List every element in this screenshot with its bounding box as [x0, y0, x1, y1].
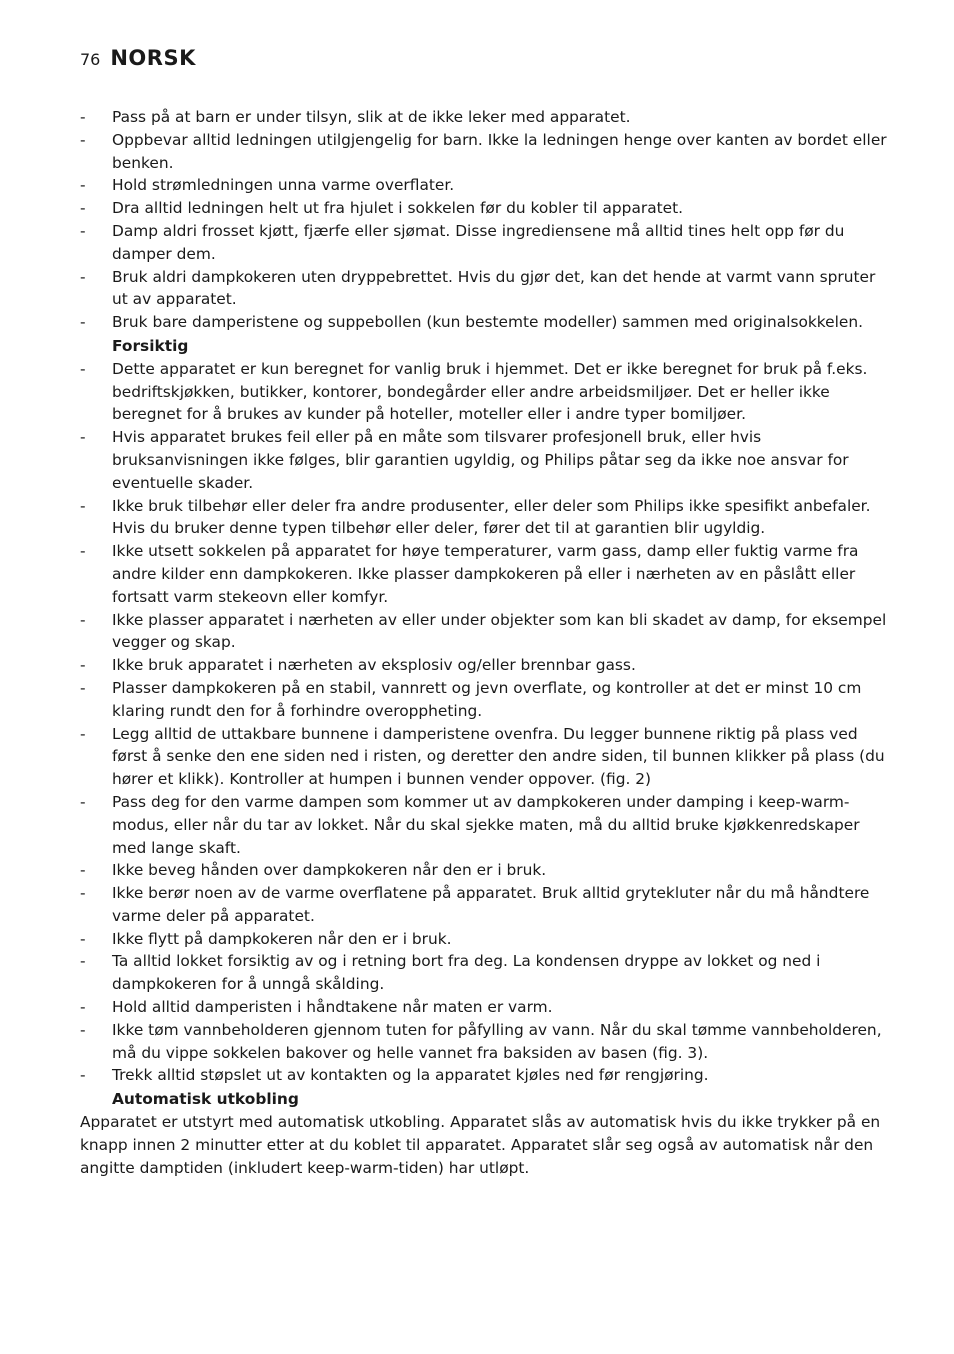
list-item: [80, 358, 890, 426]
caution-heading: Forsiktig: [112, 336, 189, 355]
bullet-dash: -: [80, 542, 86, 561]
list-item: [80, 996, 890, 1019]
list-item: [80, 723, 890, 791]
list-item: [80, 791, 890, 859]
list-item-text: Pass deg for den varme dampen som kommer ut av dampkokeren under damping i keep-warm-modus, eller når du tar av lokket. Når du skal sjekke maten, må du alltid bruke kjøkkenredskaper med lange skaft.: [112, 792, 860, 857]
list-item: [80, 540, 890, 608]
list-item: [80, 495, 890, 541]
bullet-dash: -: [80, 610, 86, 629]
bullet-dash: -: [80, 929, 86, 948]
caution-list: [80, 358, 890, 1088]
list-item: [80, 950, 890, 996]
bullet-dash: -: [80, 861, 86, 880]
list-item: [80, 1064, 890, 1087]
list-item: [80, 129, 890, 175]
bullet-dash: -: [80, 884, 86, 903]
bullet-dash: -: [80, 952, 86, 971]
list-item-text: Hold strømledningen unna varme overflater.: [112, 176, 455, 195]
list-item: [80, 197, 890, 220]
list-item-text: Hold alltid damperisten i håndtakene når maten er varm.: [112, 998, 553, 1017]
page-language-title: NORSK: [110, 46, 196, 70]
list-item-text: Ikke bruk apparatet i nærheten av eksplosiv og/eller brennbar gass.: [112, 656, 636, 675]
list-item-text: Ikke utsett sokkelen på apparatet for høye temperaturer, varm gass, damp eller fuktig varme fra andre kilder enn dampkokeren. Ikke plasser dampkokeren på eller i nærheten av en påslått eller fortsatt varm stekeovn eller komfyr.: [112, 542, 859, 606]
list-item-text: Dette apparatet er kun beregnet for vanlig bruk i hjemmet. Det er ikke beregnet for bruk på f.eks. bedriftskjøkken, butikker, kontorer, bondegårder eller andre arbeidsmiljøer. Det er heller ikke beregnet for å brukes av kunder på hoteller, moteller eller i andre typer bomiljøer.: [112, 359, 868, 424]
list-item-text: Oppbevar alltid ledningen utilgjengelig for barn. Ikke la ledningen henge over kanten av bordet eller benken.: [112, 130, 887, 172]
bullet-dash: -: [80, 108, 86, 126]
bullet-dash: -: [80, 1020, 86, 1039]
list-item: [80, 311, 890, 334]
list-item-text: Damp aldri frosset kjøtt, fjærfe eller sjømat. Disse ingrediensene må alltid tines helt opp før du damper dem.: [112, 221, 845, 263]
bullet-dash: -: [80, 199, 86, 218]
list-item: [80, 882, 890, 928]
list-item-text: Hvis apparatet brukes feil eller på en måte som tilsvarer profesjonell bruk, eller hvis bruksanvisningen ikke følges, blir garantien ugyldig, og Philips påtar seg da ikke noe ansvar for eventuelle skader.: [112, 428, 849, 492]
bullet-dash: -: [80, 359, 86, 378]
auto-off-heading: Automatisk utkobling: [112, 1090, 299, 1109]
bullet-dash: -: [80, 678, 86, 697]
list-item: [80, 928, 890, 951]
document-body: [80, 106, 890, 1179]
bullet-dash: -: [80, 267, 86, 286]
page-header: [80, 46, 196, 70]
page-number: 76: [80, 50, 101, 69]
list-item-text: Ikke beveg hånden over dampkokeren når den er i bruk.: [112, 861, 547, 880]
list-item: [80, 266, 890, 312]
bullet-dash: -: [80, 998, 86, 1017]
list-item-text: Ta alltid lokket forsiktig av og i retning bort fra deg. La kondensen dryppe av lokket og ned i dampkokeren for å unngå skålding.: [112, 952, 821, 994]
bullet-dash: -: [80, 313, 86, 332]
list-item: [80, 174, 890, 197]
list-item: [80, 654, 890, 677]
list-item-text: Dra alltid ledningen helt ut fra hjulet i sokkelen før du kobler til apparatet.: [112, 199, 684, 218]
list-item-text: Bruk aldri dampkokeren uten dryppebrettet. Hvis du gjør det, kan det hende at varmt vann spruter ut av apparatet.: [112, 267, 876, 309]
list-item-text: Legg alltid de uttakbare bunnene i damperistene ovenfra. Du legger bunnene riktig på plass ved først å senke den ene siden ned i risten, og deretter den andre siden, til bunnen klikker på plass (du hører et klikk). Kontroller at humpen i bunnen vender oppover. (fig. 2): [112, 724, 885, 789]
list-item-text: Plasser dampkokeren på en stabil, vannrett og jevn overflate, og kontroller at det er minst 10 cm klaring rundt den for å forhindre overoppheting.: [112, 678, 862, 720]
list-item-text: Ikke tøm vannbeholderen gjennom tuten for påfylling av vann. Når du skal tømme vannbeholderen, må du vippe sokkelen bakover og helle vannet fra baksiden av basen (fig. 3).: [112, 1020, 882, 1062]
bullet-dash: -: [80, 724, 86, 743]
list-item: [80, 677, 890, 723]
list-item: [80, 426, 890, 494]
list-item-text: Trekk alltid støpslet ut av kontakten og la apparatet kjøles ned før rengjøring.: [112, 1066, 709, 1085]
list-item-text: Ikke plasser apparatet i nærheten av eller under objekter som kan bli skadet av damp, for eksempel vegger og skap.: [112, 610, 887, 652]
bullet-dash: -: [80, 428, 86, 447]
list-item: [80, 106, 890, 129]
list-item: [80, 859, 890, 882]
list-item-text: Ikke berør noen av de varme overflatene på apparatet. Bruk alltid grytekluter når du må håndtere varme deler på apparatet.: [112, 884, 870, 925]
auto-off-paragraph: Apparatet er utstyrt med automatisk utkobling. Apparatet slås av automatisk hvis du ikke trykker på en knapp innen 2 minutter etter at du koblet til apparatet. Apparatet slår seg også av automatisk når den angitte damptiden (inkludert keep-warm-tiden) har utløpt.: [80, 1113, 881, 1177]
list-item-text: Ikke flytt på dampkokeren når den er i bruk.: [112, 929, 452, 948]
bullet-dash: -: [80, 130, 86, 149]
list-item-text: Ikke bruk tilbehør eller deler fra andre produsenter, eller deler som Philips ikke spesifikt anbefaler. Hvis du bruker denne typen tilbehør eller deler, fører det til at garantien blir ugyldig.: [112, 496, 871, 538]
list-item: [80, 609, 890, 655]
list-item-text: Bruk bare damperistene og suppebollen (kun bestemte modeller) sammen med originalsokkelen.: [112, 313, 864, 332]
list-item: [80, 1019, 890, 1065]
intro-warning-list: [80, 106, 890, 334]
bullet-dash: -: [80, 176, 86, 195]
bullet-dash: -: [80, 792, 86, 811]
list-item-text: Pass på at barn er under tilsyn, slik at de ikke leker med apparatet.: [112, 108, 631, 126]
bullet-dash: -: [80, 221, 86, 240]
list-item: [80, 220, 890, 266]
bullet-dash: -: [80, 496, 86, 515]
bullet-dash: -: [80, 656, 86, 675]
bullet-dash: -: [80, 1066, 86, 1085]
